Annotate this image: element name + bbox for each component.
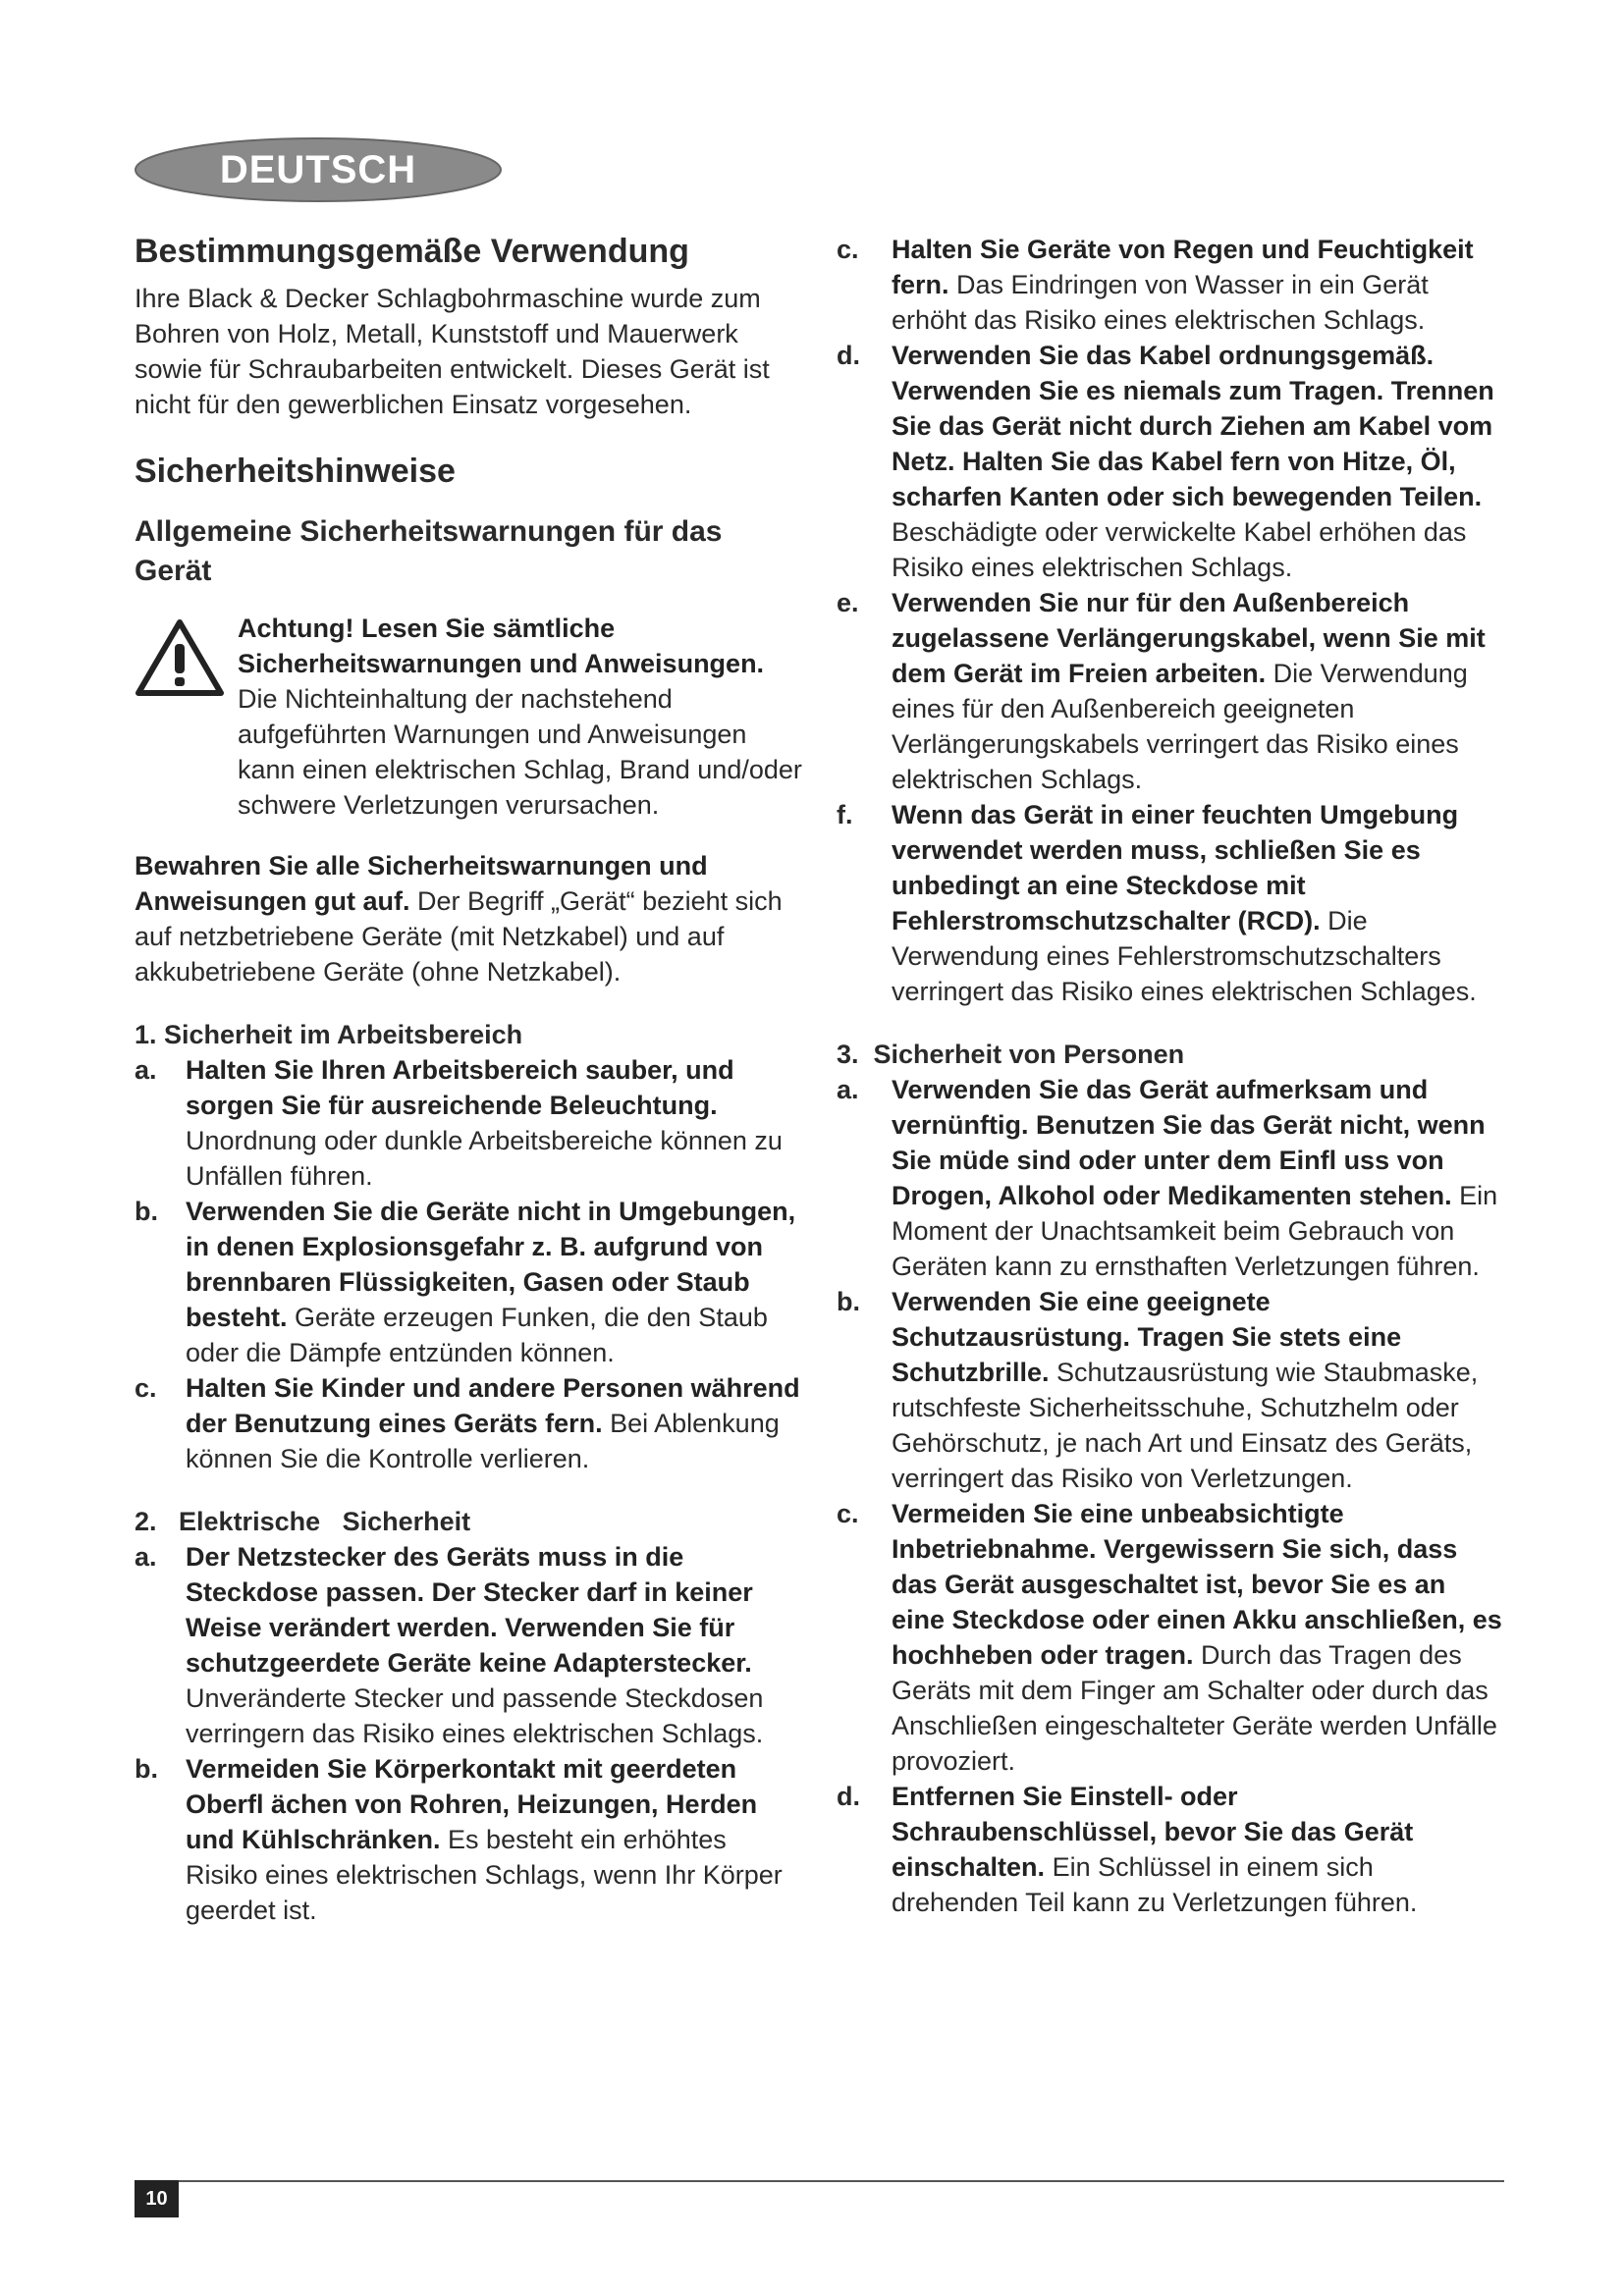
heading-safety: Sicherheitshinweise: [135, 453, 456, 490]
item-label: c.: [837, 1499, 859, 1528]
section-2-title: 2. Elektrische Sicherheit: [135, 1507, 471, 1536]
warning-bold: Achtung! Lesen Sie sämtliche Sicherheitswarnungen und Anweisungen.: [238, 614, 765, 678]
page-number: 10: [135, 2180, 179, 2217]
item-text: Schutzausrüstung wie Staubmaske, rutschfeste Sicherheitsschuhe, Schutzhelm oder Gehörschutz, je nach Art und Einsatz des Geräts, verringert das Risiko von Verletzungen.: [892, 1358, 1479, 1493]
right-column: [837, 232, 1504, 1920]
item-label: c.: [837, 235, 859, 264]
item-bold: Verwenden Sie das Gerät aufmerksam und vernünftig. Benutzen Sie das Gerät nicht, wenn Sie müde sind oder unter dem Einfl uss von Drogen, Alkohol oder Medikamenten stehen.: [892, 1075, 1486, 1210]
warning-block: [135, 611, 804, 823]
item-label: b.: [135, 1197, 158, 1226]
item-bold: Verwenden Sie die Geräte nicht in Umgebungen, in denen Explosionsgefahr z. B. aufgrund von brennbaren Flüssigkeiten, Gasen oder Staub besteht.: [186, 1197, 796, 1332]
item-text: Durch das Tragen des Geräts mit dem Finger am Schalter oder durch das Anschließen eingeschalteter Geräte werden Unfälle provoziert.: [892, 1640, 1497, 1776]
item-3d: [837, 1779, 1504, 1920]
item-bold: Der Netzstecker des Geräts muss in die Steckdose passen. Der Stecker darf in keiner Weise verändert werden. Verwenden Sie für schutzgeerdete Geräte keine Adapterstecker.: [186, 1542, 753, 1678]
item-label: f.: [837, 800, 853, 829]
item-text: Ein Schlüssel in einem sich drehenden Teil kann zu Verletzungen führen.: [892, 1852, 1418, 1917]
section-1-title: 1. Sicherheit im Arbeitsbereich: [135, 1020, 523, 1049]
item-text: Ein Moment der Unachtsamkeit beim Gebrauch von Geräten kann zu ernsthaften Verletzungen führen.: [892, 1181, 1498, 1281]
section-3-title: 3. Sicherheit von Personen: [837, 1040, 1185, 1069]
item-text: Unordnung oder dunkle Arbeitsbereiche können zu Unfällen führen.: [186, 1126, 783, 1191]
heading-general-warnings: Allgemeine Sicherheitswarnungen für das Gerät: [135, 515, 723, 587]
intended-use-text: Ihre Black & Decker Schlagbohrmaschine wurde zum Bohren von Holz, Metall, Kunststoff und Mauerwerk sowie für Schraubarbeiten entwickelt. Dieses Gerät ist nicht für den gewerblichen Einsatz vorgesehen.: [135, 284, 770, 419]
item-text: Unveränderte Stecker und passende Steckdosen verringern das Risiko eines elektrischen Schlags.: [186, 1683, 764, 1748]
keep-bold: Bewahren Sie alle Sicherheitswarnungen und Anweisungen gut auf.: [135, 851, 708, 916]
item-2f: [837, 797, 1504, 1009]
item-3b: [837, 1284, 1504, 1496]
item-text: Geräte erzeugen Funken, die den Staub oder die Dämpfe entzünden können.: [186, 1303, 768, 1367]
item-bold: Entfernen Sie Einstell- oder Schraubenschlüssel, bevor Sie das Gerät einschalten.: [892, 1782, 1414, 1882]
item-text: Die Verwendung eines für den Außenbereich geeigneten Verlängerungskabels verringert das Risiko eines elektrischen Schlags.: [892, 659, 1468, 794]
heading-intended-use: Bestimmungsgemäße Verwendung: [135, 233, 689, 270]
item-bold: Vermeiden Sie eine unbeabsichtigte Inbetriebnahme. Vergewissern Sie sich, dass das Gerät ausgeschaltet ist, bevor Sie es an eine Steckdose oder einen Akku anschließen, es hochheben oder tragen.: [892, 1499, 1502, 1670]
left-column: [135, 232, 804, 1928]
item-2c: [837, 232, 1504, 338]
item-bold: Vermeiden Sie Körperkontakt mit geerdeten Oberfl ächen von Rohren, Heizungen, Herden und Kühlschränken.: [186, 1754, 758, 1854]
keep-text: Der Begriff „Gerät“ bezieht sich auf netzbetriebene Geräte (mit Netzkabel) und auf akkubetriebene Geräte (ohne Netzkabel).: [135, 886, 783, 987]
footer-divider: [135, 2180, 1504, 2182]
item-label: b.: [837, 1287, 860, 1316]
item-label: a.: [135, 1542, 157, 1572]
item-bold: Halten Sie Kinder und andere Personen während der Benutzung eines Geräts fern.: [186, 1373, 800, 1438]
item-bold: Verwenden Sie eine geeignete Schutzausrüstung. Tragen Sie stets eine Schutzbrille.: [892, 1287, 1402, 1387]
item-2d: [837, 338, 1504, 585]
item-bold: Verwenden Sie das Kabel ordnungsgemäß. Verwenden Sie es niemals zum Tragen. Trennen Sie das Gerät nicht durch Ziehen am Kabel vom Netz. Halten Sie das Kabel fern von Hitze, Öl, scharfen Kanten oder sich bewegenden Teilen.: [892, 341, 1494, 511]
item-label: e.: [837, 588, 859, 617]
language-tab: [133, 135, 504, 204]
item-2e: [837, 585, 1504, 797]
item-label: a.: [837, 1075, 859, 1104]
item-1c: [135, 1370, 804, 1476]
item-3c: [837, 1496, 1504, 1779]
item-label: c.: [135, 1373, 157, 1403]
item-text: Es besteht ein erhöhtes Risiko eines elektrischen Schlags, wenn Ihr Körper geerdet ist.: [186, 1825, 783, 1925]
warning-text: Die Nichteinhaltung der nachstehend aufgeführten Warnungen und Anweisungen kann einen elektrischen Schlag, Brand und/oder schwere Verletzungen verursachen.: [238, 684, 802, 820]
item-bold: Halten Sie Ihren Arbeitsbereich sauber, und sorgen Sie für ausreichende Beleuchtung.: [186, 1055, 734, 1120]
item-3a: [837, 1072, 1504, 1284]
item-1a: [135, 1052, 804, 1194]
item-bold: Halten Sie Geräte von Regen und Feuchtigkeit fern.: [892, 235, 1474, 299]
item-text: Beschädigte oder verwickelte Kabel erhöhen das Risiko eines elektrischen Schlags.: [892, 517, 1467, 582]
item-bold: Verwenden Sie nur für den Außenbereich zugelassene Verlängerungskabel, wenn Sie mit dem Gerät im Freien arbeiten.: [892, 588, 1486, 688]
warning-triangle-icon: [135, 618, 225, 697]
language-label: DEUTSCH: [219, 148, 417, 191]
item-text: Die Verwendung eines Fehlerstromschutzschalters verringert das Risiko eines elektrischen Schlages.: [892, 906, 1477, 1006]
item-text: Das Eindringen von Wasser in ein Gerät erhöht das Risiko eines elektrischen Schlags.: [892, 270, 1429, 335]
item-1b: [135, 1194, 804, 1370]
item-label: b.: [135, 1754, 158, 1784]
item-2a: [135, 1539, 804, 1751]
item-label: d.: [837, 1782, 860, 1811]
keep-instructions: [135, 848, 804, 989]
item-label: a.: [135, 1055, 157, 1085]
item-bold: Wenn das Gerät in einer feuchten Umgebung verwendet werden muss, schließen Sie es unbedingt an eine Steckdose mit Fehlerstromschutzschalter (RCD).: [892, 800, 1459, 935]
item-2b: [135, 1751, 804, 1928]
item-label: d.: [837, 341, 860, 370]
item-text: Bei Ablenkung können Sie die Kontrolle verlieren.: [186, 1409, 780, 1473]
